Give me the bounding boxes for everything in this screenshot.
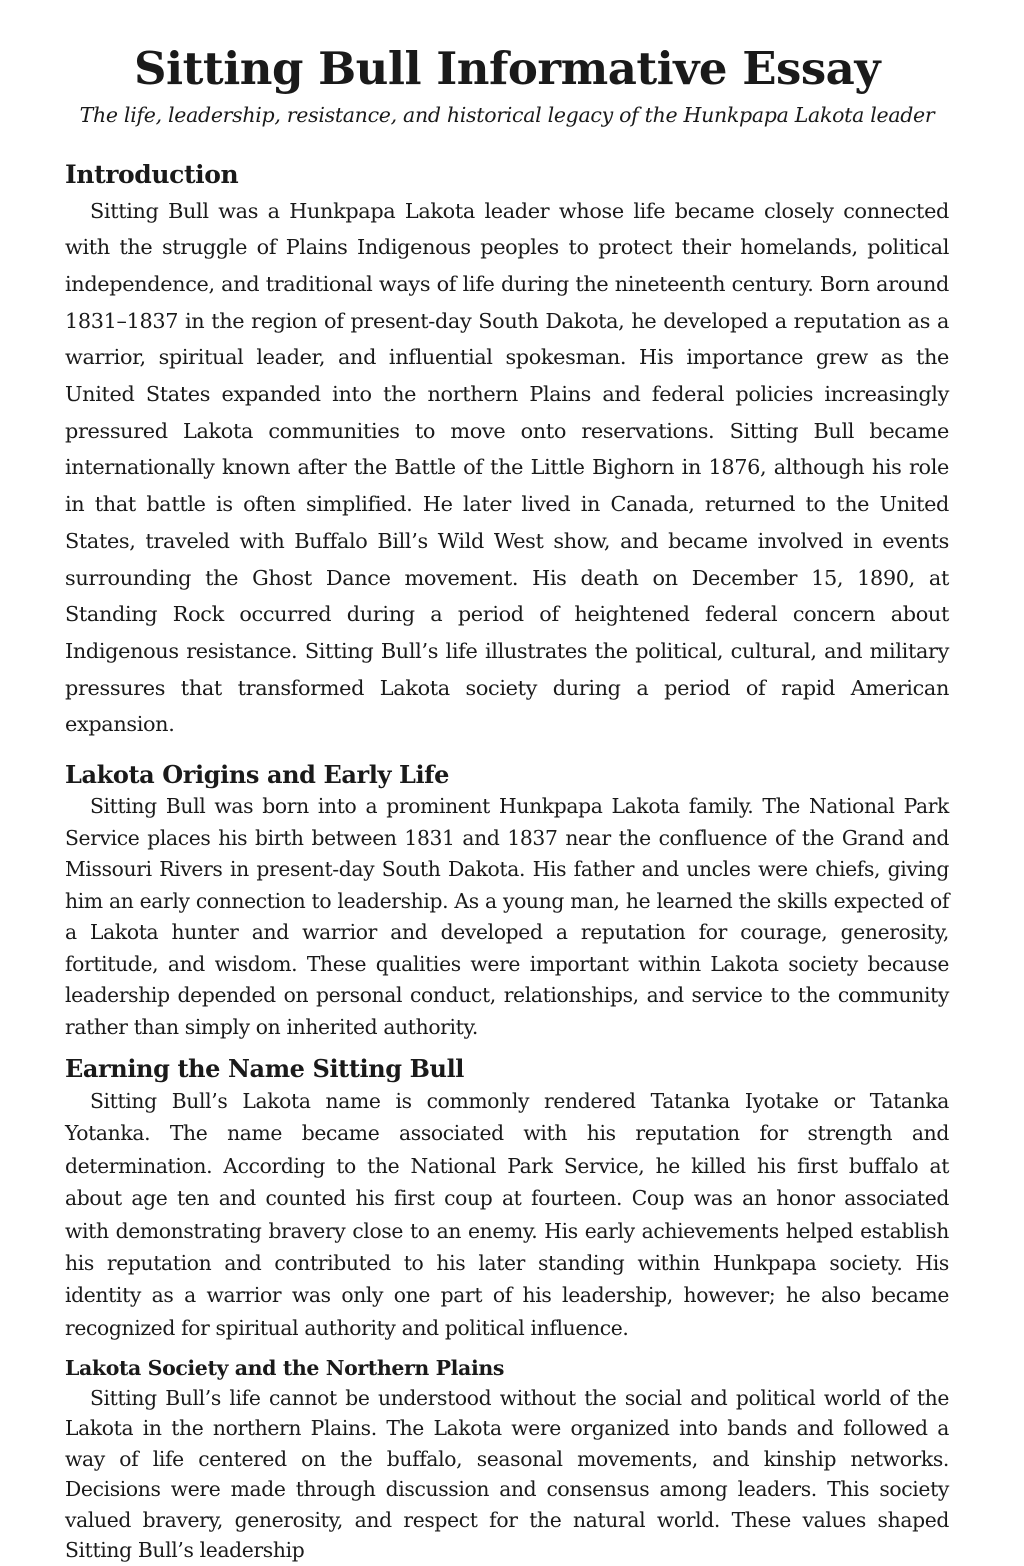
section-earning-name xyxy=(65,1054,949,1344)
section-heading: Lakota Society and the Northern Plains xyxy=(65,1356,504,1381)
section-heading: Lakota Origins and Early Life xyxy=(65,760,449,790)
section-lakota-society xyxy=(65,1358,949,1566)
section-paragraph: Sitting Bull’s Lakota name is commonly rendered Tatanka Iyotake or Tatanka Yotanka. The name became associated with his reputation for strength and determination. According to the National Park Service, he killed his first buffalo at about age ten and counted his first coup at fourteen. Coup was an honor associated with demonstrating bravery close to an enemy. His early achievements helped establish his reputation and contributed to his later standing within Hunkpapa society. His identity as a warrior was only one part of his leadership, however; he also became recognized for spiritual authority and political influence. xyxy=(65,1089,949,1340)
document-subtitle: The life, leadership, resistance, and historical legacy of the Hunkpapa Lakota leader xyxy=(79,103,935,127)
section-lakota-origins xyxy=(65,760,949,1043)
section-paragraph: Sitting Bull was born into a prominent Hunkpapa Lakota family. The National Park Service places his birth between 1831 and 1837 near the confluence of the Grand and Missouri Rivers in present-day South Dakota. His father and uncles were chiefs, giving him an early connection to leadership. As a young man, he learned the skills expected of a Lakota hunter and warrior and developed a reputation for courage, generosity, fortitude, and wisdom. These qualities were important within Lakota society because leadership depended on personal conduct, relationships, and service to the community rather than simply on inherited authority. xyxy=(65,794,949,1039)
section-paragraph: Sitting Bull’s life cannot be understood without the social and political world of the Lakota in the northern Plains. The Lakota were organized into bands and followed a way of life centered on the buffalo, seasonal movements, and kinship networks. Decisions were made through discussion and consensus among leaders. This society valued bravery, generosity, and respect for the natural world. These values shaped Sitting Bull’s leadership xyxy=(65,1385,949,1563)
section-heading: Earning the Name Sitting Bull xyxy=(65,1054,465,1084)
document-page xyxy=(65,0,949,1563)
section-heading: Introduction xyxy=(65,159,239,189)
document-title: Sitting Bull Informative Essay xyxy=(134,42,880,95)
section-introduction xyxy=(65,159,949,744)
section-paragraph: Sitting Bull was a Hunkpapa Lakota leader whose life became closely connected with the struggle of Plains Indigenous peoples to protect their homelands, political independence, and traditional ways of life during the nineteenth century. Born around 1831–1837 in the region of present-day South Dakota, he developed a reputation as a warrior, spiritual leader, and influential spokesman. His importance grew as the United States expanded into the northern Plains and federal policies increasingly pressured Lakota communities to move onto reservations. Sitting Bull became internationally known after the Battle of the Little Bighorn in 1876, although his role in that battle is often simplified. He later lived in Canada, returned to the United States, traveled with Buffalo Bill’s Wild West show, and became involved in events surrounding the Ghost Dance movement. His death on December 15, 1890, at Standing Rock occurred during a period of heightened federal concern about Indigenous resistance. Sitting Bull’s life illustrates the political, cultural, and military pressures that transformed Lakota society during a period of rapid American expansion. xyxy=(65,198,949,737)
